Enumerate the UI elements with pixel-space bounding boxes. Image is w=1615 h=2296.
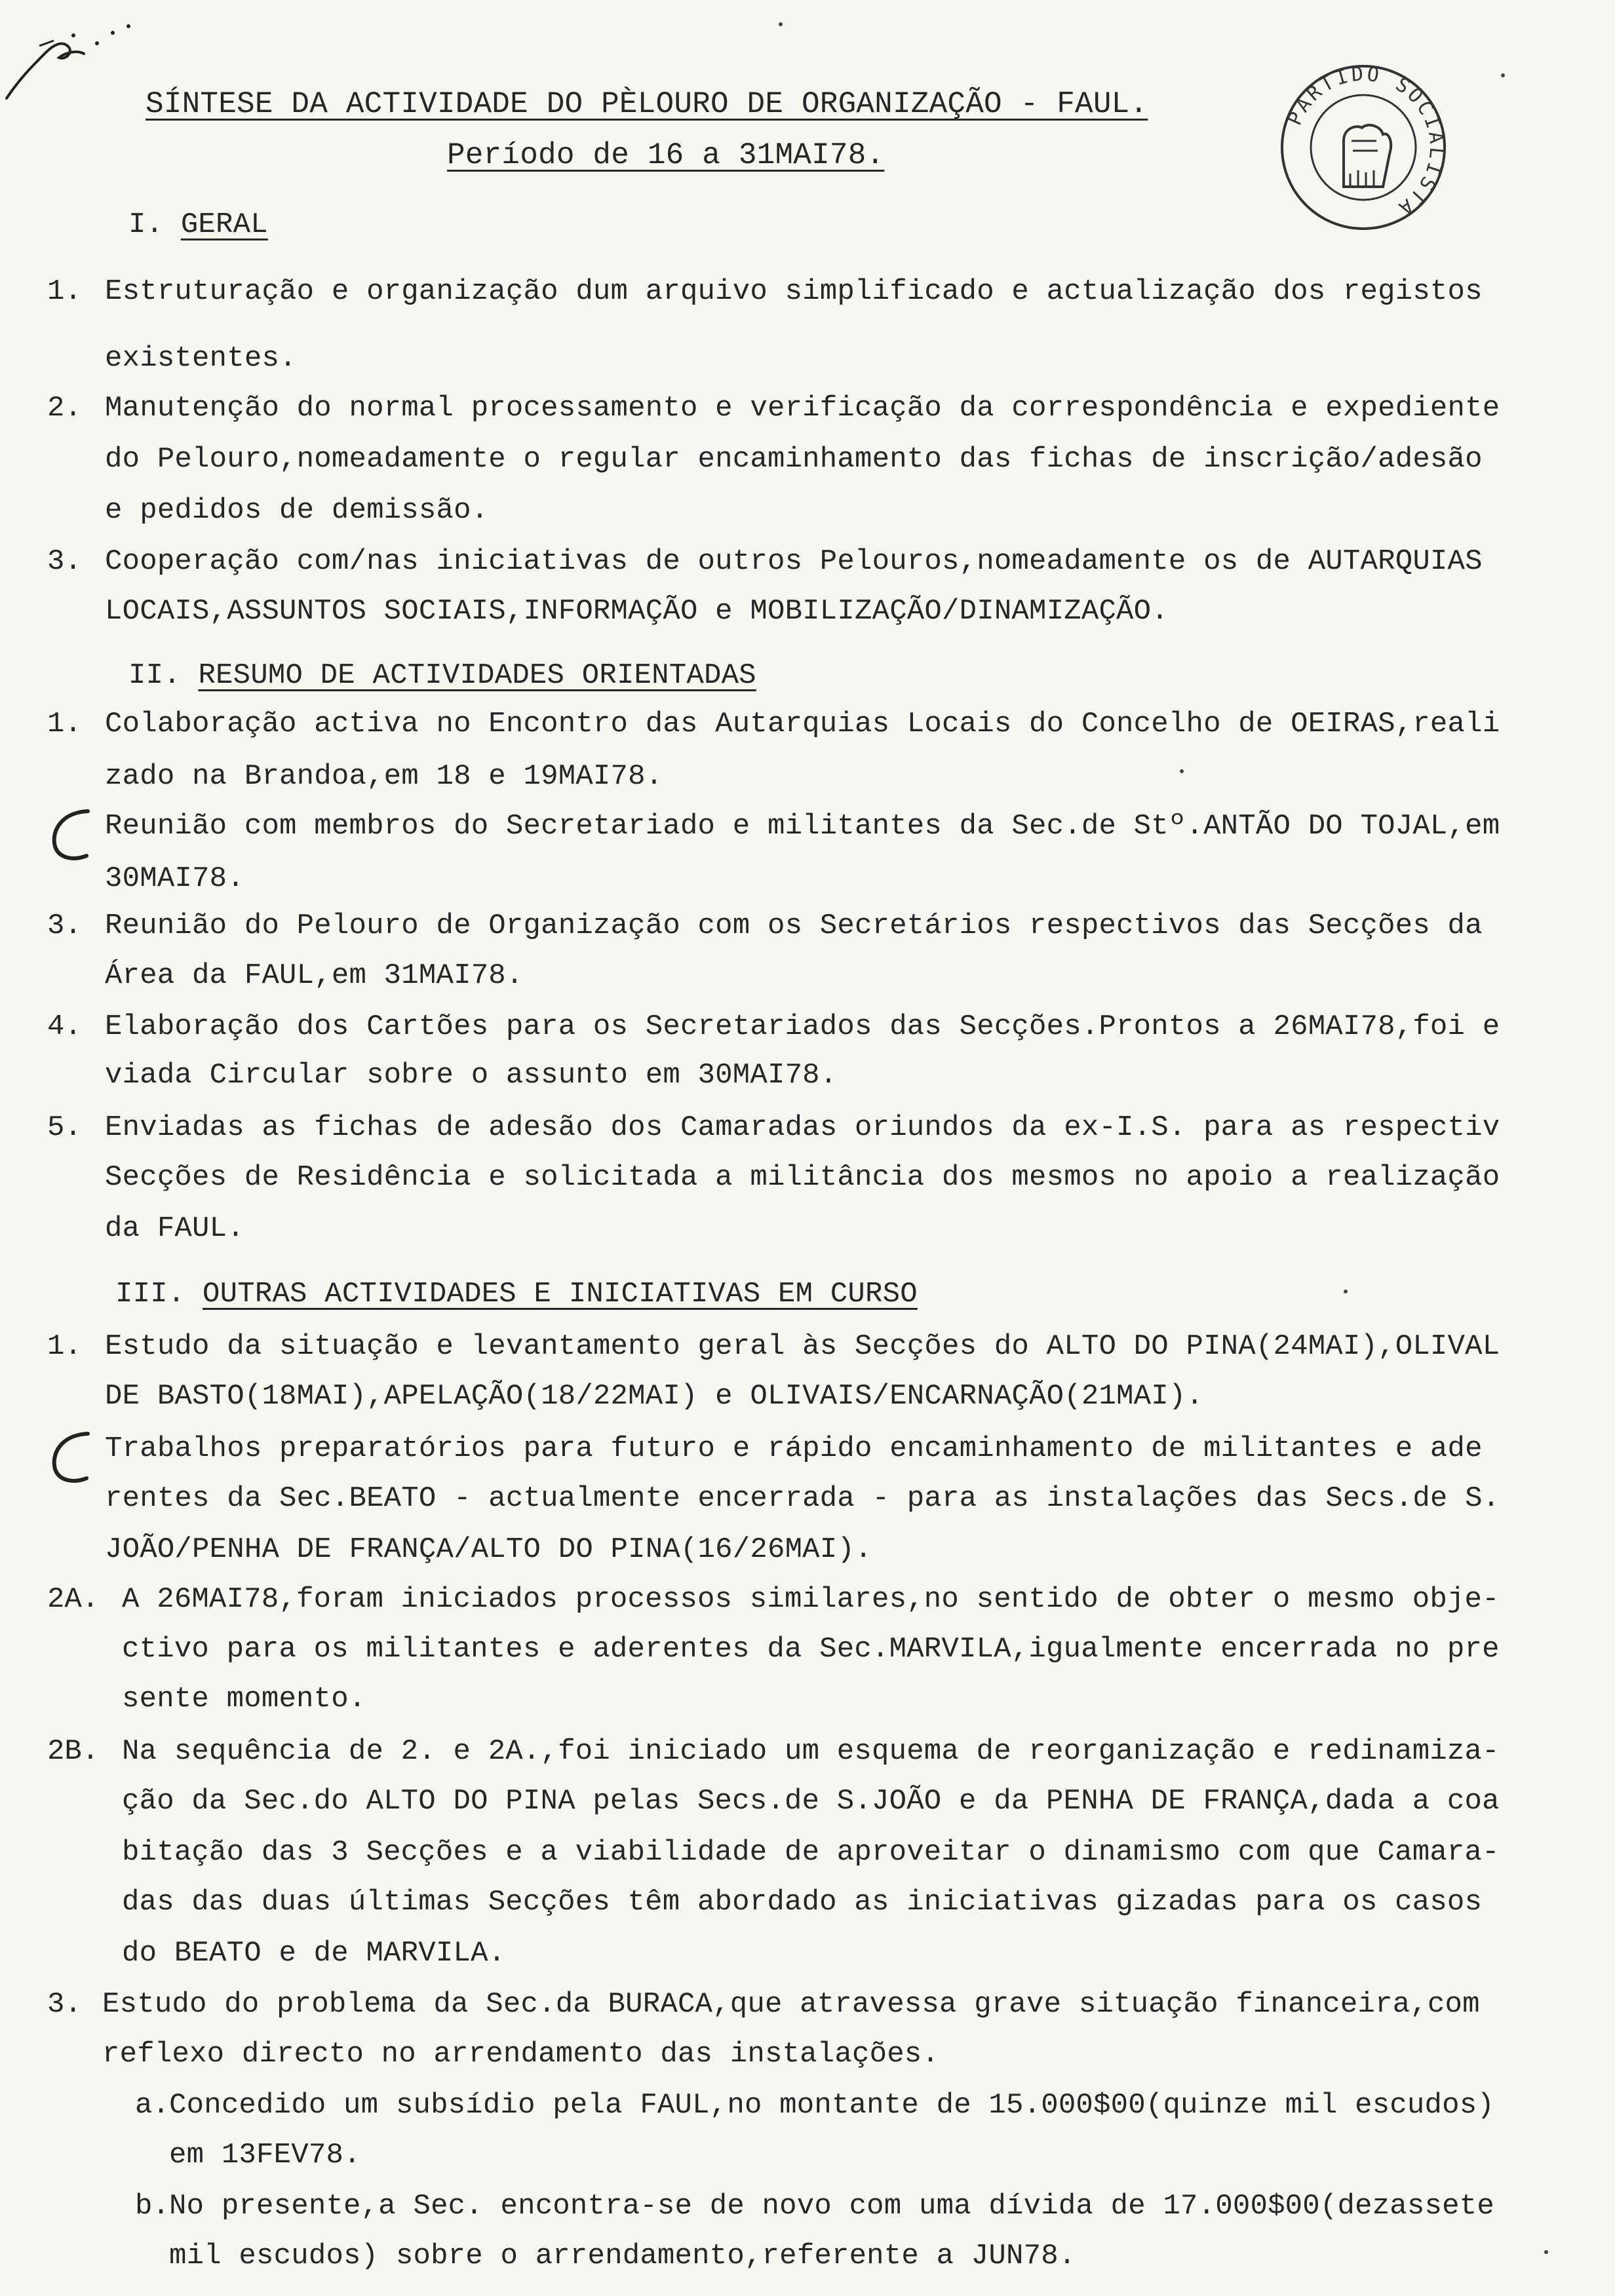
handwritten-mark-icon: [0, 7, 131, 105]
handwritten-bracket-icon: [47, 1428, 93, 1487]
item-line: do BEATO e de MARVILA.: [122, 1937, 506, 1970]
scan-speck: [779, 22, 783, 26]
item-line: sente momento.: [122, 1683, 366, 1715]
item-line: existentes.: [105, 342, 297, 375]
item-line: viada Circular sobre o assunto em 30MAI78.: [105, 1059, 838, 1092]
section-1-heading-label: GERAL: [180, 208, 268, 241]
item-line: e pedidos de demissão.: [105, 494, 489, 527]
item-line: Estudo da situação e levantamento geral às Secções do ALTO DO PINA(24MAI),OLIVAL: [105, 1330, 1500, 1363]
item-line: rentes da Sec.BEATO - actualmente encerrada - para as instalações das Secs.de S.: [105, 1482, 1500, 1515]
item-line: Manutenção do normal processamento e verificação da correspondência e expediente: [105, 392, 1500, 425]
item-line: Reunião do Pelouro de Organização com os Secretários respectivos das Secções da: [105, 909, 1483, 942]
scan-speck: [1501, 73, 1505, 77]
item-number: 3.: [47, 1988, 82, 2021]
section-3-heading: [115, 1276, 918, 1312]
item-line: Estruturação e organização dum arquivo simplificado e actualização dos registos: [105, 275, 1483, 308]
scan-speck: [1180, 769, 1184, 773]
item-number: 3.: [47, 909, 82, 942]
item-number: 1.: [47, 275, 82, 308]
item-line: bitação das 3 Secções e a viabilidade de aproveitar o dinamismo com que Camara-: [122, 1836, 1500, 1869]
document-title: SÍNTESE DA ACTIVIDADE DO PÈLOURO DE ORGANIZAÇÃO - FAUL.: [146, 87, 1148, 121]
section-1-heading-num: I.: [128, 208, 164, 241]
item-line: Secções de Residência e solicitada a militância dos mesmos no apoio a realização: [105, 1161, 1500, 1194]
subitem-letter: b.: [135, 2190, 170, 2223]
subitem-line: em 13FEV78.: [169, 2139, 361, 2172]
section-3-heading-label: OUTRAS ACTIVIDADES E INICIATIVAS EM CURSO: [203, 1278, 918, 1311]
item-number: 2B.: [47, 1735, 100, 1768]
stamp-text: PARTIDO SOCIALISTA: [1283, 62, 1449, 221]
item-line: Trabalhos preparatórios para futuro e rápido encaminhamento de militantes e ade: [105, 1432, 1483, 1465]
item-line: Área da FAUL,em 31MAI78.: [105, 959, 524, 992]
item-line: ctivo para os militantes e aderentes da Sec.MARVILA,igualmente encerrada no pre: [122, 1633, 1500, 1666]
party-stamp-icon: [1278, 62, 1449, 233]
item-line: 30MAI78.: [105, 862, 244, 895]
item-line: Colaboração activa no Encontro das Autarquias Locais do Concelho de OEIRAS,reali: [105, 708, 1500, 740]
section-1-heading: [128, 207, 268, 242]
item-line: reflexo directo no arrendamento das instalações.: [102, 2038, 940, 2071]
section-2-heading: [128, 658, 756, 693]
subitem-letter: a.: [135, 2089, 170, 2122]
subitem-line: mil escudos) sobre o arrendamento,referente a JUN78.: [169, 2240, 1076, 2272]
item-line: Reunião com membros do Secretariado e militantes da Sec.de Stº.ANTÃO DO TOJAL,em: [105, 810, 1500, 843]
item-number: 2A.: [47, 1583, 100, 1616]
section-2-heading-label: RESUMO DE ACTIVIDADES ORIENTADAS: [198, 659, 756, 692]
item-number: 4.: [47, 1010, 82, 1043]
item-line: das das duas últimas Secções têm abordado as iniciativas gizadas para os casos: [122, 1886, 1483, 1919]
item-number: 3.: [47, 545, 82, 578]
item-line: JOÃO/PENHA DE FRANÇA/ALTO DO PINA(16/26MAI).: [105, 1533, 872, 1566]
item-number: 1.: [47, 708, 82, 740]
item-number: 5.: [47, 1111, 82, 1144]
item-line: zado na Brandoa,em 18 e 19MAI78.: [105, 760, 663, 793]
document-period: Período de 16 a 31MAI78.: [447, 138, 885, 172]
item-line: LOCAIS,ASSUNTOS SOCIAIS,INFORMAÇÃO e MOBILIZAÇÃO/DINAMIZAÇÃO.: [105, 595, 1169, 628]
item-line: Na sequência de 2. e 2A.,foi iniciado um esquema de reorganização e redinamiza-: [122, 1735, 1500, 1768]
section-2-heading-num: II.: [128, 659, 181, 692]
item-line: Cooperação com/nas iniciativas de outros Pelouros,nomeadamente os de AUTARQUIAS: [105, 545, 1483, 578]
handwritten-bracket-icon: [47, 806, 93, 865]
item-line: do Pelouro,nomeadamente o regular encaminhamento das fichas de inscrição/adesão: [105, 443, 1483, 476]
item-number: 1.: [47, 1330, 82, 1363]
item-line: da FAUL.: [105, 1212, 244, 1245]
scan-speck: [1344, 1290, 1348, 1293]
item-line: ção da Sec.do ALTO DO PINA pelas Secs.de S.JOÃO e da PENHA DE FRANÇA,dada a coa: [122, 1785, 1500, 1818]
item-line: Enviadas as fichas de adesão dos Camaradas oriundos da ex-I.S. para as respectiv: [105, 1111, 1500, 1144]
subitem-line: No presente,a Sec. encontra-se de novo com uma dívida de 17.000$00(dezassete: [169, 2190, 1494, 2223]
section-3-heading-num: III.: [115, 1278, 185, 1311]
item-number: 2.: [47, 392, 82, 425]
subitem-line: Concedido um subsídio pela FAUL,no montante de 15.000$00(quinze mil escudos): [169, 2089, 1494, 2122]
scan-speck: [1544, 2250, 1548, 2254]
item-line: DE BASTO(18MAI),APELAÇÃO(18/22MAI) e OLIVAIS/ENCARNAÇÃO(21MAI).: [105, 1380, 1204, 1413]
item-line: A 26MAI78,foram iniciados processos similares,no sentido de obter o mesmo obje-: [122, 1583, 1500, 1616]
item-line: Estudo do problema da Sec.da BURACA,que atravessa grave situação financeira,com: [102, 1988, 1480, 2021]
item-line: Elaboração dos Cartões para os Secretariados das Secções.Prontos a 26MAI78,foi e: [105, 1010, 1500, 1043]
